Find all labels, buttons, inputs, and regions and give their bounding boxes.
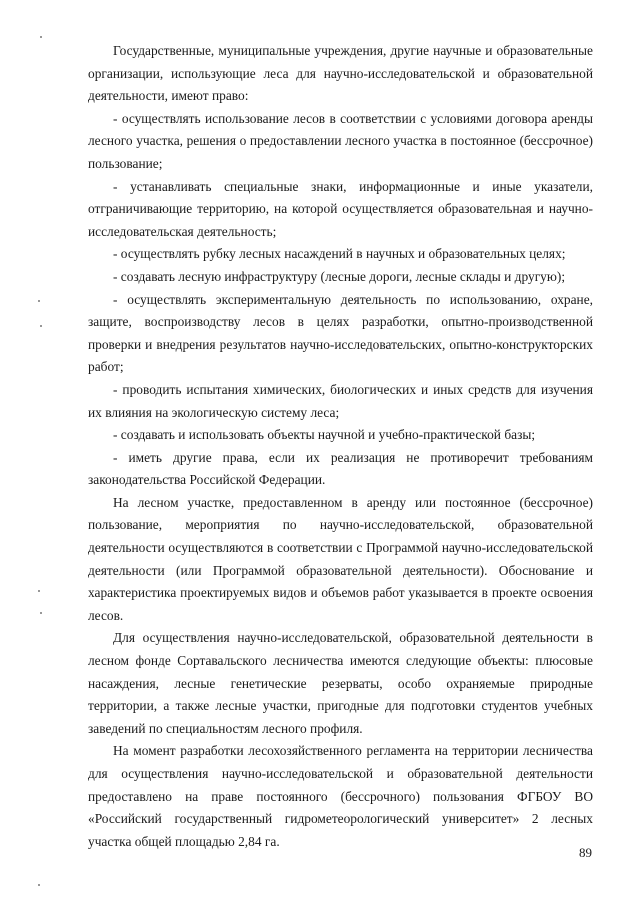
- paragraph: - устанавливать специальные знаки, информационные и иные указатели, отграничивающие территорию, на которой осуществляется образовательная и научно-исследовательская деятельность;: [88, 178, 593, 239]
- margin-mark: [38, 300, 40, 302]
- paragraph: На момент разработки лесохозяйственного регламента на территории лесничества для осуществления научно-исследовательской и образовательной деятельности предоставлено на праве постоянного (бессрочного) пользования ФГБОУ ВО «Российский государственный гидрометеорологический университет» 2 лесных участка общей площадью 2,84 га.: [88, 743, 593, 849]
- page-number: 89: [579, 845, 592, 860]
- margin-mark: [38, 590, 40, 592]
- paragraph: - создавать и использовать объекты научной и учебно-практической базы;: [113, 427, 536, 443]
- margin-mark: [40, 36, 42, 38]
- margin-mark: [40, 325, 42, 327]
- paragraph: Государственные, муниципальные учреждения, другие научные и образовательные организации, использующие леса для научно-исследовательской и образовательной деятельности, имеют право:: [88, 43, 593, 104]
- paragraph: - осуществлять рубку лесных насаждений в научных и образовательных целях;: [113, 246, 566, 262]
- margin-mark: [38, 884, 40, 886]
- paragraph: - осуществлять использование лесов в соответствии с условиями договора аренды лесного участка, решения о предоставлении лесного участка в постоянное (бессрочное) пользование;: [88, 110, 593, 171]
- paragraph: Для осуществления научно-исследовательской, образовательной деятельности в лесном фонде Сортавальского лесничества имеются следующие объекты: плюсовые насаждения, лесные генетические резерваты, особо охраняемые природные территории, а также лесные участки, пригодные для подготовки студентов учебных заведений по специальностям лесного профиля.: [88, 630, 593, 736]
- paragraph: - иметь другие права, если их реализация не противоречит требованиям законодательства Российской Федерации.: [88, 449, 593, 488]
- paragraph: - создавать лесную инфраструктуру (лесные дороги, лесные склады и другую);: [113, 268, 566, 284]
- body-text: [88, 40, 593, 853]
- margin-mark: [40, 612, 42, 614]
- paragraph: - осуществлять экспериментальную деятельность по использованию, охране, защите, воспроизводству лесов в целях разработки, опытно-производственной проверки и внедрения результатов научно-исследовательских, опытно-конструкторских работ;: [88, 291, 593, 375]
- paragraph: На лесном участке, предоставленном в аренду или постоянное (бессрочное) пользование, мероприятия по научно-исследовательской, образовательной деятельности осуществляются в соответствии с Программой научно-исследовательской деятельности (или Программой образовательной деятельности). Обоснование и характеристика проектируемых видов и объемов работ указывается в проекте освоения лесов.: [88, 494, 593, 623]
- paragraph: - проводить испытания химических, биологических и иных средств для изучения их влияния на экологическую систему леса;: [88, 381, 593, 420]
